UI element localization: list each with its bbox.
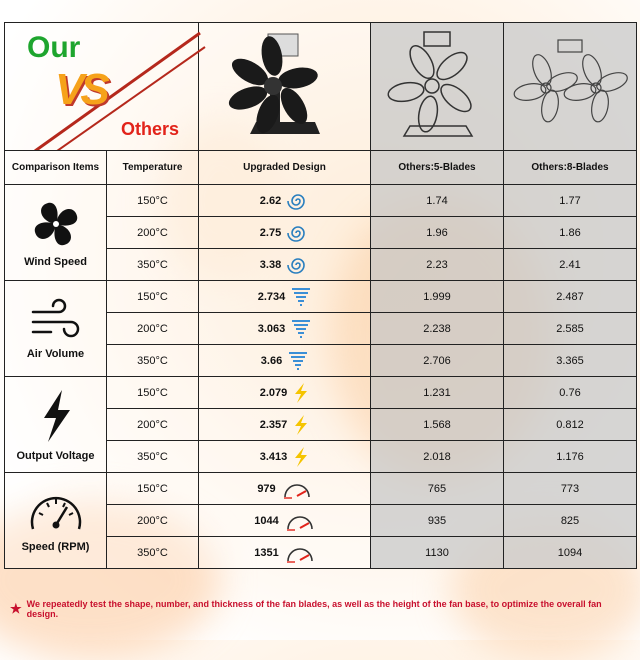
others8-value: 2.41 [504, 249, 637, 281]
swirl-icon [287, 254, 309, 276]
tornado-icon [291, 318, 311, 340]
star-icon: ★ [10, 601, 22, 616]
comparison-item-1 [5, 281, 107, 377]
temperature-cell: 200°C [107, 505, 199, 537]
black-fan-icon [220, 26, 350, 144]
others8-value: 773 [504, 473, 637, 505]
fan-icon [5, 198, 106, 250]
ours-cell [199, 313, 371, 345]
our-fan-image [199, 23, 371, 151]
temperature-cell: 150°C [107, 473, 199, 505]
table-row [5, 377, 637, 409]
others5-value: 765 [371, 473, 504, 505]
comparison-item-3 [5, 473, 107, 569]
tornado-icon [288, 350, 308, 372]
others8-value: 1.176 [504, 441, 637, 473]
others5-value: 1130 [371, 537, 504, 569]
temperature-cell: 200°C [107, 409, 199, 441]
ours-value: 1351 [254, 546, 279, 559]
others5-value: 2.23 [371, 249, 504, 281]
ours-cell [199, 537, 371, 569]
comparison-item-label: Output Voltage [16, 449, 95, 462]
ours-cell [199, 217, 371, 249]
ours-cell [199, 249, 371, 281]
bolt-icon [293, 414, 309, 436]
lightning-icon [5, 388, 106, 444]
col-header-items: Comparison Items [5, 151, 107, 185]
others5-value: 2.018 [371, 441, 504, 473]
col-header-ours: Upgraded Design [199, 151, 371, 185]
others5-value: 1.999 [371, 281, 504, 313]
others8-value: 0.812 [504, 409, 637, 441]
others5-value: 935 [371, 505, 504, 537]
ours-value: 2.75 [259, 226, 282, 239]
speedometer-icon [5, 489, 106, 535]
ours-cell [199, 505, 371, 537]
outline-5blade-fan-icon [382, 26, 492, 144]
others8-value: 1.77 [504, 185, 637, 217]
ours-value: 979 [257, 482, 276, 495]
others8-value: 825 [504, 505, 637, 537]
others8-value: 0.76 [504, 377, 637, 409]
table-row [5, 473, 637, 505]
temperature-cell: 150°C [107, 185, 199, 217]
ours-cell [199, 473, 371, 505]
footer-note [10, 599, 634, 619]
ours-value: 3.66 [260, 354, 283, 367]
others5-value: 1.96 [371, 217, 504, 249]
ours-value: 3.063 [257, 322, 286, 335]
outline-8blade-fan-icon [510, 26, 630, 144]
bolt-icon [293, 382, 309, 404]
others8-value: 1.86 [504, 217, 637, 249]
others5-value: 1.74 [371, 185, 504, 217]
others8-value: 2.585 [504, 313, 637, 345]
others5-fan-image [371, 23, 504, 151]
vs-slash-graphic [5, 23, 217, 150]
ours-cell [199, 409, 371, 441]
ours-cell [199, 185, 371, 217]
ours-value: 3.413 [259, 450, 288, 463]
swirl-icon [287, 222, 309, 244]
temperature-cell: 350°C [107, 537, 199, 569]
comparison-item-label: Wind Speed [24, 255, 87, 268]
table-row [5, 185, 637, 217]
comparison-item-0 [5, 185, 107, 281]
temperature-cell: 350°C [107, 345, 199, 377]
comparison-item-label: Speed (RPM) [21, 540, 90, 553]
others8-value: 2.487 [504, 281, 637, 313]
ours-cell [199, 281, 371, 313]
ours-value: 2.62 [259, 194, 282, 207]
gauge-icon [282, 479, 312, 499]
comparison-item-2 [5, 377, 107, 473]
ours-value: 2.734 [257, 290, 286, 303]
others8-value: 1094 [504, 537, 637, 569]
temperature-cell: 350°C [107, 249, 199, 281]
ours-cell [199, 441, 371, 473]
ours-value: 2.357 [259, 418, 288, 431]
temperature-cell: 200°C [107, 313, 199, 345]
tornado-icon [291, 286, 311, 308]
gauge-icon [285, 511, 315, 531]
footer-text: We repeatedly test the shape, number, and thickness of the fan blades, as well as the height of the fan base, to optimize the overall fan design. [26, 599, 602, 619]
bolt-icon [293, 446, 309, 468]
swirl-icon [287, 190, 309, 212]
col-header-temperature: Temperature [107, 151, 199, 185]
ours-value: 1044 [254, 514, 279, 527]
temperature-cell: 350°C [107, 441, 199, 473]
others8-value: 3.365 [504, 345, 637, 377]
column-header-row [5, 151, 637, 185]
ours-cell [199, 377, 371, 409]
vs-label: VS [55, 65, 106, 114]
others5-value: 1.568 [371, 409, 504, 441]
others5-value: 2.706 [371, 345, 504, 377]
comparison-item-label: Air Volume [26, 347, 85, 360]
our-label: Our [27, 31, 81, 64]
others-label: Others [121, 119, 180, 139]
temperature-cell: 150°C [107, 281, 199, 313]
others8-fan-image [504, 23, 637, 151]
col-header-others5: Others:5-Blades [371, 151, 504, 185]
ours-cell [199, 345, 371, 377]
others5-value: 1.231 [371, 377, 504, 409]
temperature-cell: 200°C [107, 217, 199, 249]
comparison-table [4, 22, 637, 569]
temperature-cell: 150°C [107, 377, 199, 409]
others5-value: 2.238 [371, 313, 504, 345]
table-row [5, 281, 637, 313]
wind-icon [5, 298, 106, 342]
ours-value: 2.079 [259, 386, 288, 399]
ours-value: 3.38 [259, 258, 282, 271]
gauge-icon [285, 543, 315, 563]
col-header-others8: Others:8-Blades [504, 151, 637, 185]
vs-banner [5, 23, 199, 151]
